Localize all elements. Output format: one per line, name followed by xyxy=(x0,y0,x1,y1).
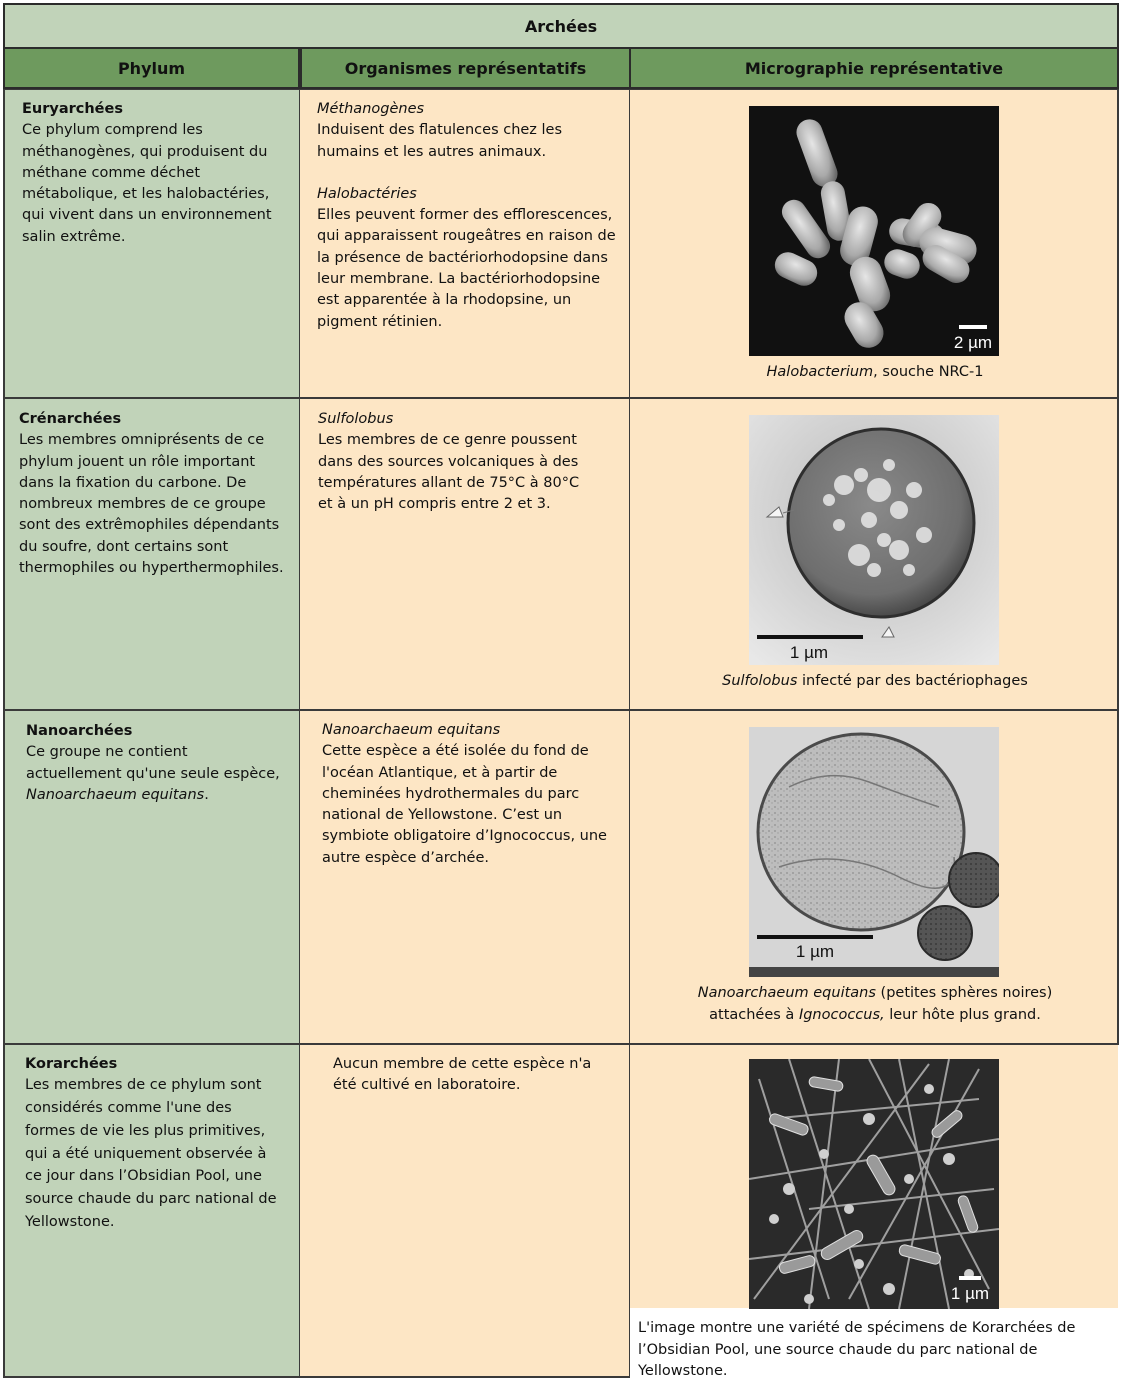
organism-description-line: est apparentée à la rhodopsine, un xyxy=(317,292,572,309)
scale-bar-label: 1 µm xyxy=(950,1284,990,1303)
phylum-cell xyxy=(3,1044,300,1378)
organism-description-line: la présence de bactériorhodopsine dans xyxy=(317,249,608,266)
organism-description-line: Elles peuvent former des efflorescences, xyxy=(317,207,613,224)
phylum-description-line: ce jour dans l’Obsidian Pool, une xyxy=(25,1168,262,1185)
nanoarchaeum-micrograph xyxy=(749,727,999,977)
phylum-description-line: nombreux membres de ce groupe xyxy=(19,496,266,513)
scale-bar-label: 1 µm xyxy=(795,942,835,961)
organism-description-line: Aucun membre de cette espèce n'a xyxy=(333,1056,592,1072)
micrograph-caption: Nanoarchaeum equitans (petites sphères noires) attachées à Ignococcus, leur hôte plus grand. xyxy=(697,985,1053,1023)
organism-description-line: humains et les autres animaux. xyxy=(317,143,547,160)
phylum-description-line: du soufre, dont certains sont xyxy=(19,538,229,555)
phylum-description-line: Les membres de ce phylum sont xyxy=(25,1077,262,1094)
organism-description-line: qui apparaissent rougeâtres en raison de xyxy=(317,228,616,245)
micrograph-caption: Sulfolobus infecté par des bactériophages xyxy=(722,673,1028,689)
phylum-description-line: Ce groupe ne contient xyxy=(26,744,188,761)
scale-bar-label: 1 µm xyxy=(789,643,829,662)
header-micrograph: Micrographie représentative xyxy=(629,47,1119,89)
phylum-description-line: thermophiles ou hyperthermophiles. xyxy=(19,560,284,577)
phylum-description-line: Ce phylum comprend les xyxy=(22,122,203,139)
table-row-nanoarchaea xyxy=(3,710,1119,1044)
phylum-description-line: salin extrême. xyxy=(22,228,126,245)
table-row-crenarchaea xyxy=(3,398,1119,710)
organism-description-line: Induisent des flatulences chez les xyxy=(317,122,563,139)
table-row-korarchaea xyxy=(3,1044,1119,1378)
table-title: Archées xyxy=(3,3,1119,49)
micrograph-cell xyxy=(629,1044,1119,1378)
phylum-cell xyxy=(3,89,300,398)
table-row-euryarchaea xyxy=(3,89,1119,398)
phylum-description-line: source chaude du parc national de xyxy=(25,1191,277,1208)
phylum-cell xyxy=(3,398,300,710)
phylum-description-line: méthanogènes, qui produisent du xyxy=(22,143,268,160)
phylum-description-line: dans la fixation du carbone. De xyxy=(19,474,247,491)
korarchaea-micrograph xyxy=(749,1059,999,1309)
header-row xyxy=(3,47,1119,89)
organism-name: Halobactéries xyxy=(317,185,417,202)
organism-name: Méthanogènes xyxy=(317,101,425,117)
micrograph-caption: L'image montre une variété de spécimens de Korarchées de l’Obsidian Pool, une source chaude du parc national de Yellowstone. xyxy=(638,1320,1076,1379)
phylum-description-line: qui vivent dans un environnement xyxy=(22,207,272,224)
phylum-description-line: phylum jouent un rôle important xyxy=(19,453,256,470)
phylum-description-line: formes de vie les plus primitives, xyxy=(25,1122,266,1139)
phylum-description-line: méthane comme déchet xyxy=(22,164,201,181)
phylum-description-line: sont des extrêmophiles dépendants xyxy=(19,517,280,534)
organisms-cell xyxy=(299,710,630,1044)
organism-description-line: leur membrane. La bactériorhodopsine xyxy=(317,271,601,288)
organism-description-line: températures allant de 75°C à 80°C xyxy=(318,474,580,491)
organism-description-line: symbiote obligatoire d’Ignococcus, une xyxy=(322,828,607,845)
header-organisms: Organismes représentatifs xyxy=(300,47,631,89)
phylum-cell xyxy=(3,710,300,1044)
micrograph-cell xyxy=(629,89,1119,398)
scale-bar-label: 2 µm xyxy=(953,333,993,352)
header-phylum: Phylum xyxy=(3,47,300,89)
phylum-description-line: Yellowstone. xyxy=(25,1214,115,1231)
phylum-name: Crénarchées xyxy=(19,411,122,427)
organism-description-line: Cette espèce a été isolée du fond de xyxy=(322,743,589,760)
organisms-cell xyxy=(299,398,630,710)
phylum-name: Korarchées xyxy=(25,1056,118,1072)
organism-name: Sulfolobus xyxy=(318,411,394,427)
organism-description-line: l'océan Atlantique, et à partir de xyxy=(322,764,558,781)
organism-description-line: national de Yellowstone. C’est un xyxy=(322,807,563,824)
phylum-description-line: Les membres omniprésents de ce xyxy=(19,432,265,449)
organisms-cell xyxy=(299,1044,630,1378)
organism-description-line: dans des sources volcaniques à des xyxy=(318,453,579,470)
organism-description-line: été cultivé en laboratoire. xyxy=(333,1077,521,1094)
organisms-cell xyxy=(299,89,630,398)
phylum-description-line: actuellement qu'une seule espèce, xyxy=(26,765,280,782)
sulfolobus-micrograph xyxy=(749,415,999,665)
organism-description-line: et à un pH compris entre 2 et 3. xyxy=(318,496,551,513)
phylum-name: Nanoarchées xyxy=(26,723,133,739)
phylum-description-line: Nanoarchaeum equitans. xyxy=(26,786,209,803)
micrograph-cell xyxy=(629,710,1119,1044)
micrograph-cell xyxy=(629,398,1119,710)
halobacterium-micrograph xyxy=(749,106,999,356)
micrograph-caption: Halobacterium, souche NRC-1 xyxy=(766,364,984,380)
organism-name: Nanoarchaeum equitans xyxy=(322,722,501,738)
organism-description-line: cheminées hydrothermales du parc xyxy=(322,785,580,802)
organism-description-line: Les membres de ce genre poussent xyxy=(318,432,577,449)
phylum-description-line: considérés comme l'une des xyxy=(25,1100,232,1117)
phylum-description-line: métabolique, et les halobactéries, xyxy=(22,186,270,203)
phylum-name: Euryarchées xyxy=(22,101,123,117)
organism-description-line: pigment rétinien. xyxy=(317,313,443,330)
phylum-description-line: qui a été uniquement observée à xyxy=(25,1145,267,1162)
organism-description-line: autre espèce d’archée. xyxy=(322,849,489,866)
